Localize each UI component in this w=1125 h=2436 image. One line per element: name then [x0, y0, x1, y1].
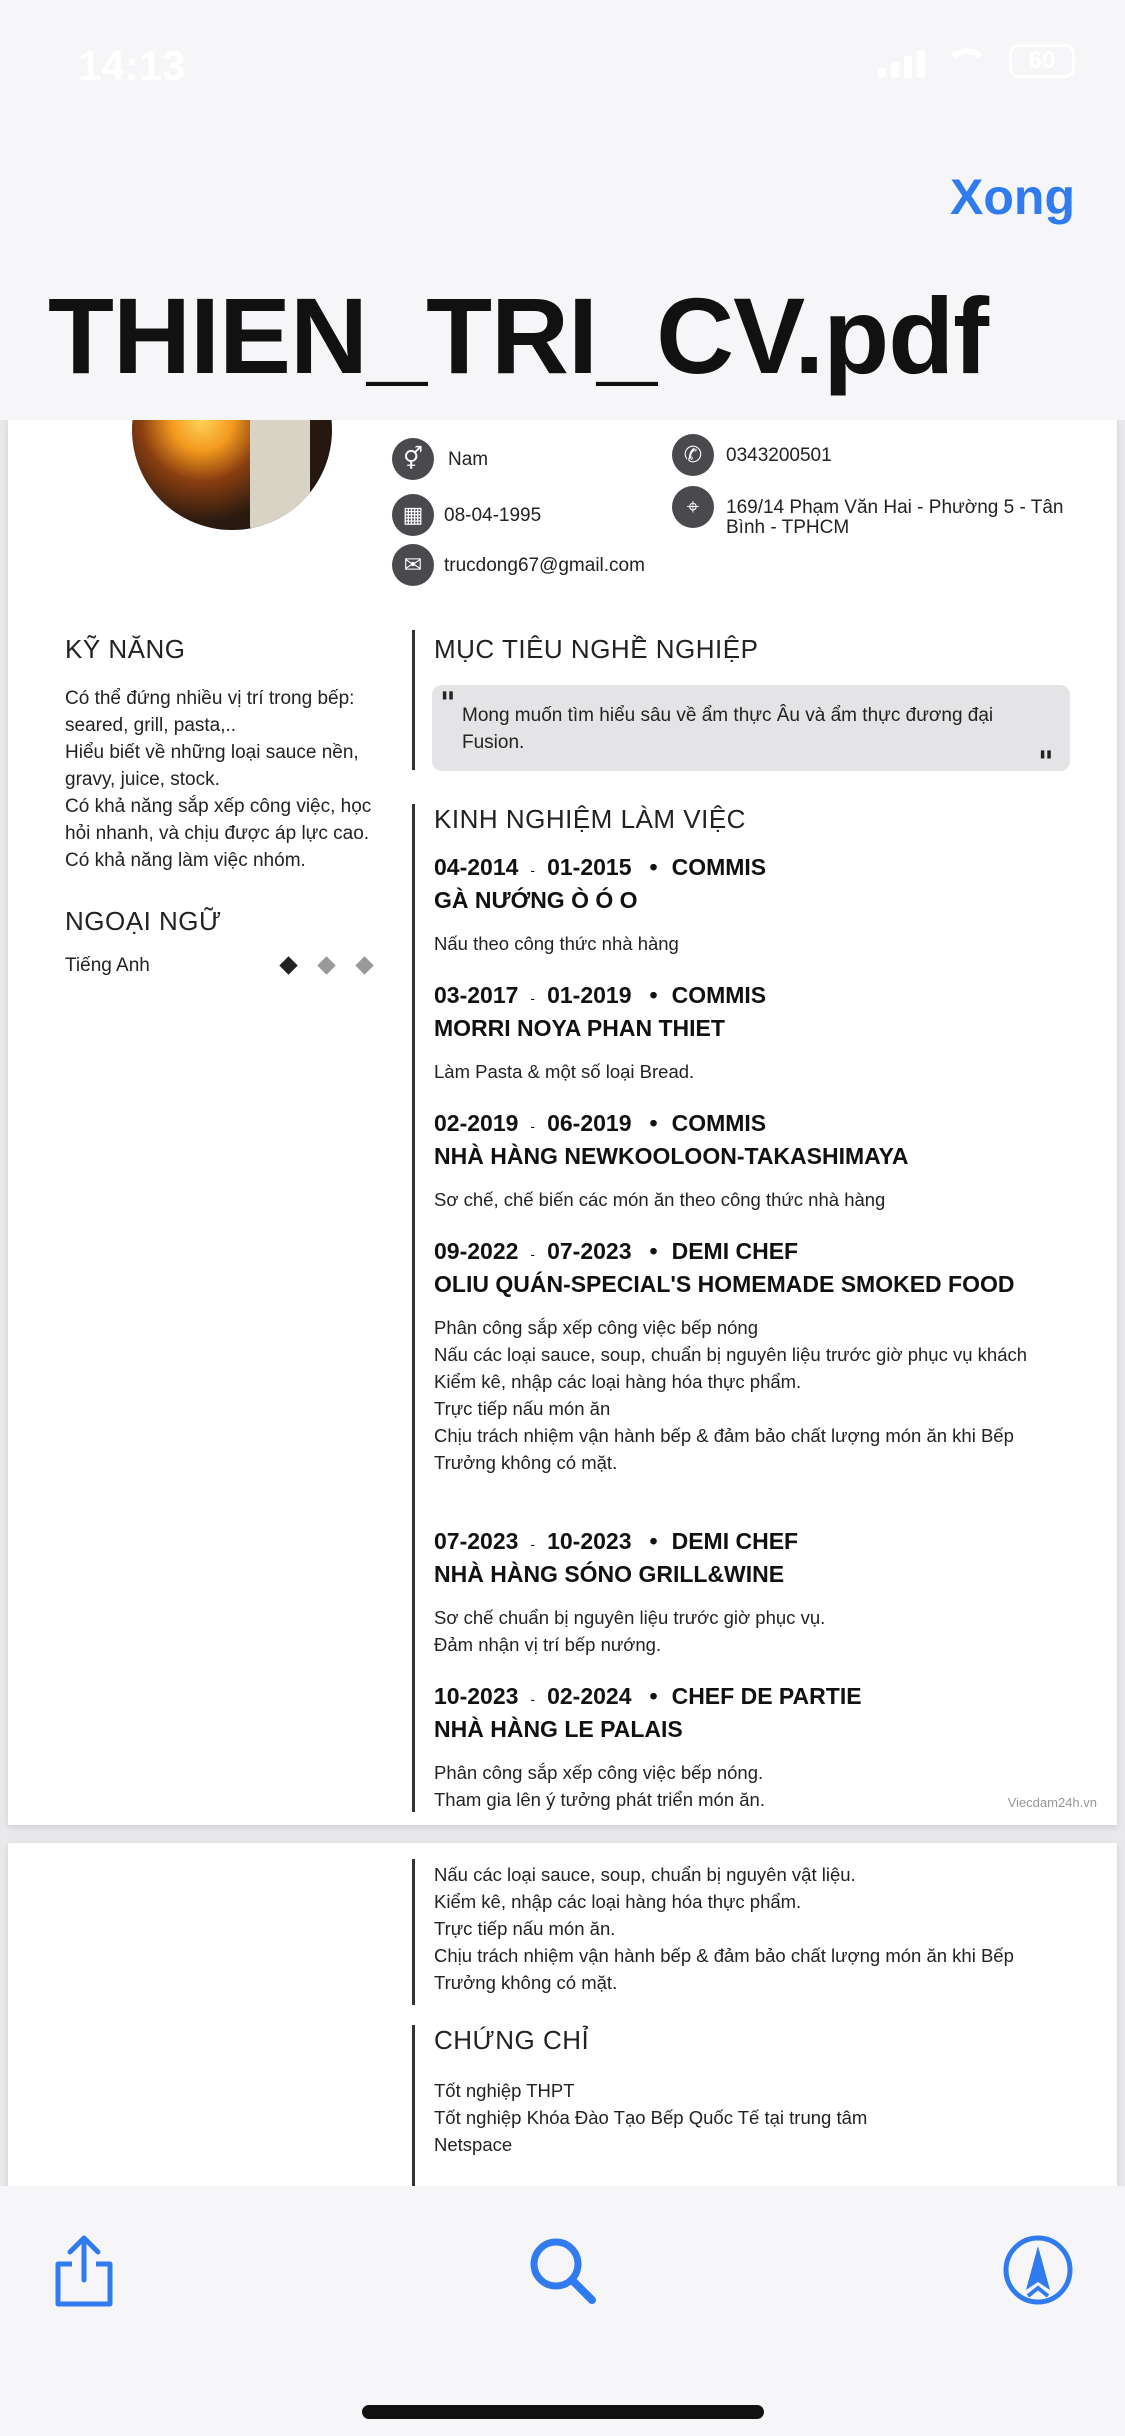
language-level-dot: [317, 956, 335, 974]
job-company: GÀ NƯỚNG Ò Ó O: [434, 887, 638, 913]
language-level-dot: [279, 956, 297, 974]
watermark: Viecdam24h.vn: [1007, 1795, 1097, 1810]
avatar: [132, 420, 332, 530]
gender-text: Nam: [448, 449, 489, 470]
email-text: trucdong67@gmail.com: [444, 555, 645, 576]
language-level-dot: [355, 956, 373, 974]
status-time: 14:13: [78, 42, 186, 89]
job-description: Sơ chế, chế biến các món ăn theo công thức nhà hàng: [434, 1189, 886, 1210]
markup-icon[interactable]: [998, 2230, 1078, 2310]
job-dates: 09-2022 - 07-2023 • DEMI CHEF: [434, 1238, 799, 1264]
section-divider: [412, 630, 415, 770]
search-icon[interactable]: [522, 2230, 602, 2310]
quote-open-icon: ": [440, 686, 456, 721]
job-description: Phân công sắp xếp công việc bếp nóng Nấu các loại sauce, soup, chuẩn bị nguyên liệu trước giờ phục vụ khách Kiểm kê, nhập các loại hàng hóa thực phẩm. Trực tiếp nấu món ăn Chịu trách nhiệm vận hành bếp & đảm bảo chất lượng món ăn khi Bếp Trưởng không có mặt.: [434, 1317, 1028, 1473]
share-icon[interactable]: [44, 2230, 124, 2310]
certificates-text: Tốt nghiệp THPT Tốt nghiệp Khóa Đào Tạo Bếp Quốc Tế tại trung tâm Netspace: [434, 2080, 868, 2155]
section-divider: [412, 2025, 415, 2193]
battery-icon: 60: [1009, 44, 1075, 78]
language-name: Tiếng Anh: [65, 955, 150, 976]
section-divider: [412, 804, 415, 1812]
skills-title: KỸ NĂNG: [65, 634, 186, 664]
job-description: Làm Pasta & một số loại Bread.: [434, 1061, 695, 1082]
address-line-1: 169/14 Phạm Văn Hai - Phường 5 - Tân: [726, 497, 1064, 518]
location-icon: ⌖: [672, 486, 714, 528]
done-button[interactable]: Xong: [950, 169, 1075, 225]
pdf-page-1[interactable]: [8, 420, 1117, 1825]
top-bar: [0, 0, 1125, 420]
job-company: MORRI NOYA PHAN THIET: [434, 1015, 725, 1041]
birthday-text: 08-04-1995: [444, 505, 542, 526]
job-dates: 10-2023 - 02-2024 • CHEF DE PARTIE: [434, 1683, 862, 1709]
quote-close-icon: ": [1038, 745, 1054, 780]
job-company: NHÀ HÀNG SÓNO GRILL&WINE: [434, 1561, 785, 1587]
job-dates: 07-2023 - 10-2023 • DEMI CHEF: [434, 1528, 799, 1554]
email-icon: ✉: [392, 544, 434, 586]
experience-title: KINH NGHIỆM LÀM VIỆC: [434, 804, 746, 834]
job-dates: 04-2014 - 01-2015 • COMMIS: [434, 854, 767, 880]
objective-title: MỤC TIÊU NGHỀ NGHIỆP: [434, 634, 759, 664]
gender-icon: ⚥: [392, 438, 434, 480]
job-company: NHÀ HÀNG NEWKOOLOON-TAKASHIMAYA: [434, 1143, 909, 1169]
job-company: NHÀ HÀNG LE PALAIS: [434, 1716, 683, 1742]
bottom-toolbar: [0, 2186, 1125, 2436]
phone-text: 0343200501: [726, 445, 832, 466]
signal-icon: [878, 50, 925, 78]
calendar-icon: ▦: [392, 494, 434, 536]
job-description: Phân công sắp xếp công việc bếp nóng. Tham gia lên ý tưởng phát triển món ăn.: [434, 1762, 765, 1810]
status-icons: [878, 44, 1075, 78]
wifi-icon: [945, 48, 989, 78]
languages-title: NGOẠI NGỮ: [65, 906, 222, 936]
skills-text: Có thể đứng nhiều vị trí trong bếp: seared, grill, pasta,.. Hiểu biết về những loại sauce nền, gravy, juice, stock. Có khả năng sắp xếp công việc, học hỏi nhanh, và chịu được áp lực cao. Có khả năng làm việc nhóm.: [65, 688, 372, 871]
phone-icon: ✆: [672, 434, 714, 476]
job-company: OLIU QUÁN-SPECIAL'S HOMEMADE SMOKED FOOD: [434, 1271, 1015, 1297]
certificates-title: CHỨNG CHỈ: [434, 2025, 590, 2055]
job-description-continued: Nấu các loại sauce, soup, chuẩn bị nguyên vật liệu. Kiểm kê, nhập các loại hàng hóa thực phẩm. Trực tiếp nấu món ăn. Chịu trách nhiệm vận hành bếp & đảm bảo chất lượng món ăn khi Bếp Trưởng không có mặt.: [434, 1864, 1014, 1993]
address-line-2: Bình - TPHCM: [726, 517, 850, 538]
document-title: THIEN_TRI_CV.pdf: [48, 275, 989, 396]
home-indicator: [362, 2405, 764, 2419]
section-divider: [412, 1859, 415, 2005]
job-dates: 03-2017 - 01-2019 • COMMIS: [434, 982, 767, 1008]
job-description: Sơ chế chuẩn bị nguyên liệu trước giờ phục vụ. Đảm nhận vị trí bếp nướng.: [434, 1607, 826, 1655]
pdf-page-2[interactable]: [8, 1843, 1117, 2193]
objective-text: Mong muốn tìm hiểu sâu về ẩm thực Âu và ẩm thực đương đại Fusion.: [462, 705, 994, 753]
job-description: Nấu theo công thức nhà hàng: [434, 933, 679, 954]
job-dates: 02-2019 - 06-2019 • COMMIS: [434, 1110, 767, 1136]
